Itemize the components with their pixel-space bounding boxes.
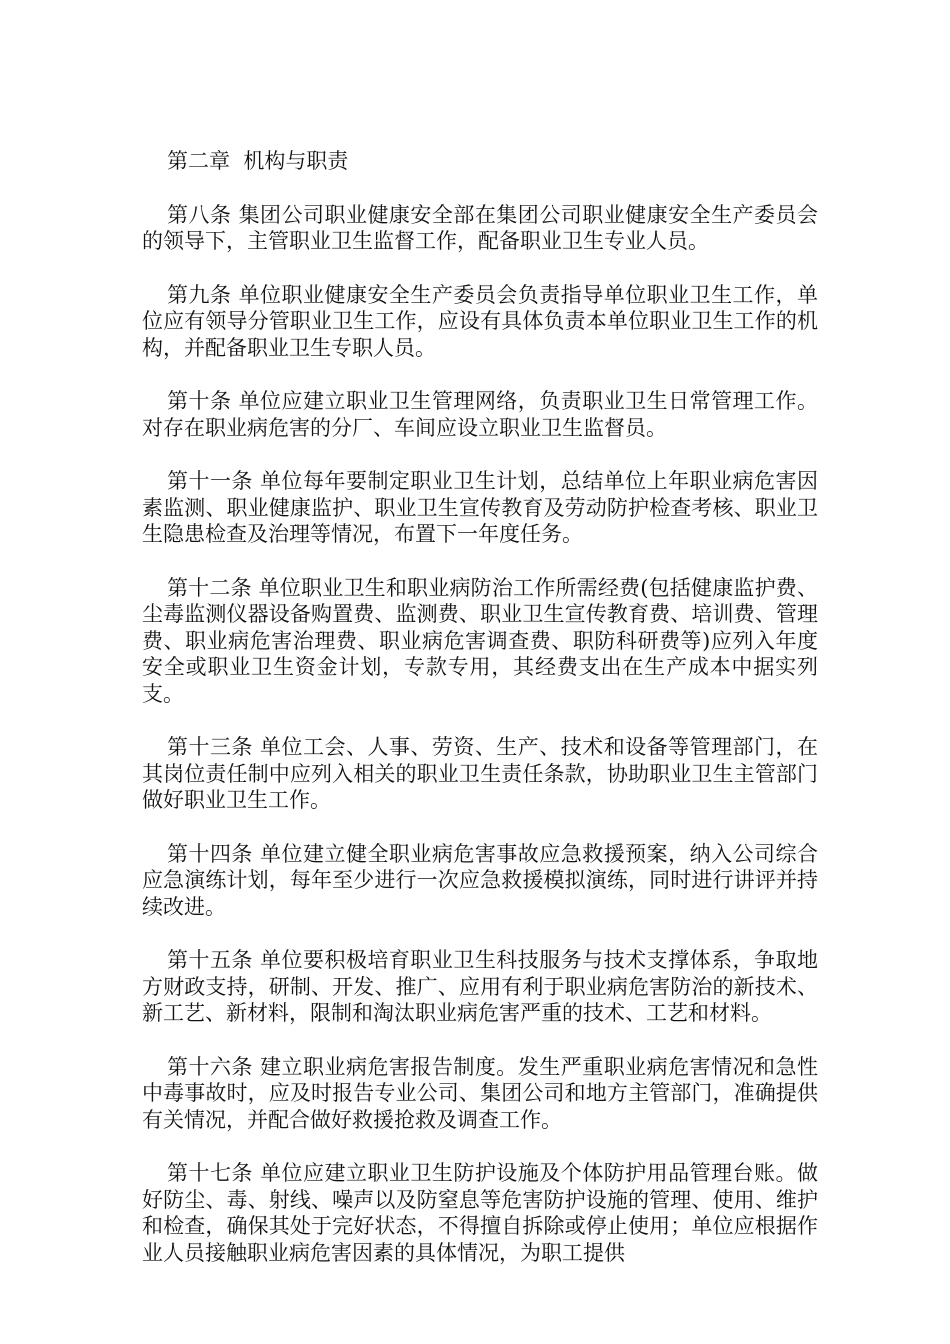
article-10: 第十条 单位应建立职业卫生管理网络，负责职业卫生日常管理工作。对存在职业病危害的分厂、车间应设立职业卫生监督员。: [142, 389, 818, 440]
article-12: 第十二条 单位职业卫生和职业病防治工作所需经费(包括健康监护费、尘毒监测仪器设备购置费、监测费、职业卫生宣传教育费、培训费、管理费、职业病危害治理费、职业病危害调查费、职防科研费等)应列入年度安全或职业卫生资金计划，专款专用，其经费支出在生产成本中据实列支。: [142, 575, 818, 706]
chapter-title: 第二章 机构与职责: [167, 149, 349, 173]
article-17: 第十七条 单位应建立职业卫生防护设施及个体防护用品管理台账。做好防尘、毒、射线、噪声以及防窒息等危害防护设施的管理、使用、维护和检查，确保其处于完好状态，不得擅自拆除或停止使用；单位应根据作业人员接触职业病危害因素的具体情况，为职工提供: [142, 1161, 818, 1265]
article-9: 第九条 单位职业健康安全生产委员会负责指导单位职业卫生工作，单位应有领导分管职业卫生工作，应设有具体负责本单位职业卫生工作的机构，并配备职业卫生专职人员。: [142, 282, 818, 360]
article-8: 第八条 集团公司职业健康安全部在集团公司职业健康安全生产委员会的领导下，主管职业卫生监督工作，配备职业卫生专业人员。: [142, 202, 818, 253]
document-page: [142, 148, 818, 1266]
article-11: 第十一条 单位每年要制定职业卫生计划，总结单位上年职业病危害因素监测、职业健康监护、职业卫生宣传教育及劳动防护检查考核、职业卫生隐患检查及治理等情况，布置下一年度任务。: [142, 469, 818, 546]
article-14: 第十四条 单位建立健全职业病危害事故应急救援预案，纳入公司综合应急演练计划，每年至少进行一次应急救援模拟演练，同时进行讲评并持续改进。: [142, 841, 818, 919]
article-16: 第十六条 建立职业病危害报告制度。发生严重职业病危害情况和急性中毒事故时，应及时报告专业公司、集团公司和地方主管部门，准确提供有关情况，并配合做好救援抢救及调查工作。: [142, 1054, 818, 1132]
article-13: 第十三条 单位工会、人事、劳资、生产、技术和设备等管理部门，在其岗位责任制中应列入相关的职业卫生责任条款，协助职业卫生主管部门做好职业卫生工作。: [142, 735, 818, 812]
article-15: 第十五条 单位要积极培育职业卫生科技服务与技术支撑体系，争取地方财政支持，研制、开发、推广、应用有利于职业病危害防治的新技术、新工艺、新材料，限制和淘汰职业病危害严重的技术、工艺和材料。: [142, 948, 818, 1025]
